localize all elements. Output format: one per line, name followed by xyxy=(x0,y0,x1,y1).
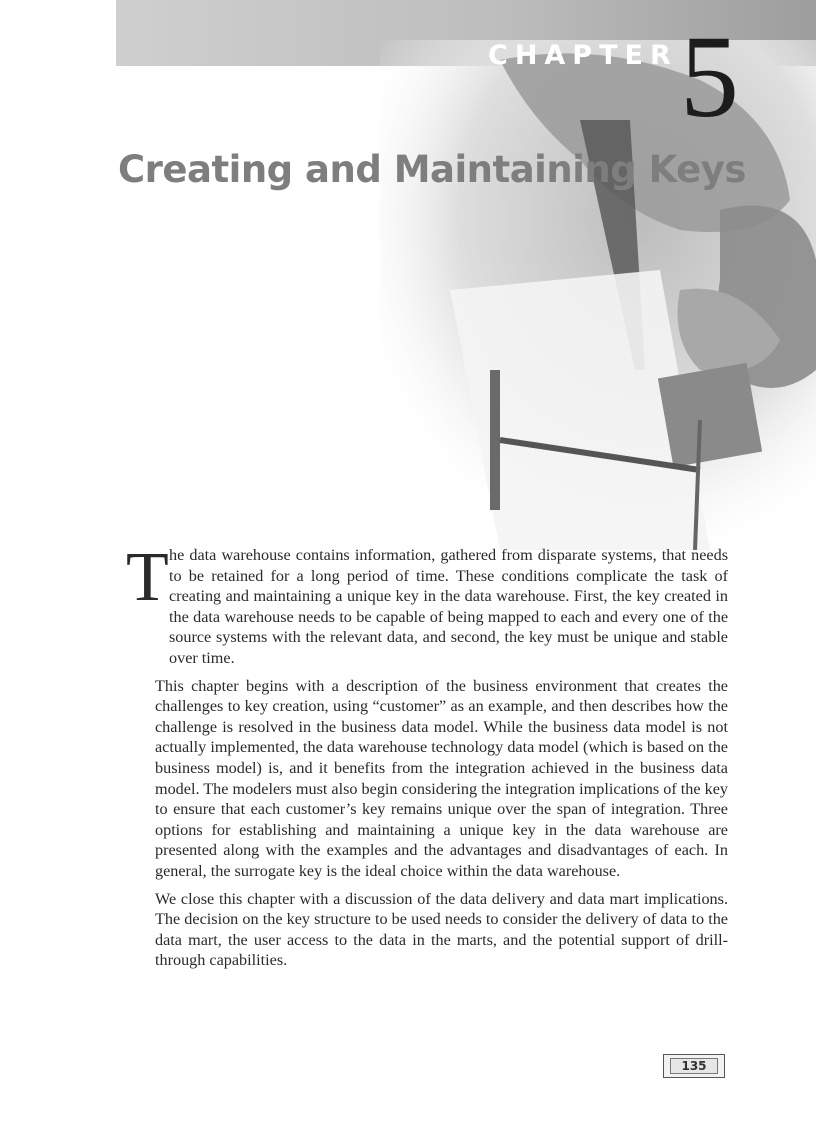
chapter-title: Creating and Maintaining Keys xyxy=(118,148,746,191)
paragraph-overview: This chapter begins with a description of the business environment that creates the challenges to key creation, using “customer” as an example, and then describes how the challenge is resolved in the business data model. While the business data model is not actually implemented, the data warehouse technology data model (which is based on the business model) is, and it benefits from the integration achieved in the business data model. The modelers must also begin considering the integration implications of the key to ensure that each customer’s key remains unique over the span of integration. Three options for establishing and maintaining a unique key in the data warehouse are presented along with the examples and the advantages and disadvantages of each. In general, the surrogate key is the ideal choice within the data warehouse. xyxy=(155,676,728,880)
chapter-label: CHAPTER xyxy=(488,40,678,71)
paragraph-closing: We close this chapter with a discussion of the data delivery and data mart implications. The decision on the key structure to be used needs to consider the delivery of data to the data mart, the user access to the data in the marts, and the potential support of drill-through capabilities. xyxy=(155,889,728,970)
drop-cap: T xyxy=(126,539,169,616)
caliper-photo xyxy=(380,40,816,550)
page-number-box xyxy=(663,1054,725,1078)
page-number: 135 xyxy=(670,1058,717,1074)
paragraph-intro-text: he data warehouse contains information, gathered from disparate systems, that needs to be retained for a long period of time. These conditions complicate the task of creating and maintaining a unique key in the data warehouse. First, the key created in the data warehouse needs to be capable of being mapped to each and every one of the source systems with the relevant data, and second, the key must be unique and stable over time. xyxy=(169,546,728,667)
paragraph-intro xyxy=(155,545,728,669)
body-text xyxy=(155,545,728,978)
chapter-number: 5 xyxy=(680,11,739,142)
